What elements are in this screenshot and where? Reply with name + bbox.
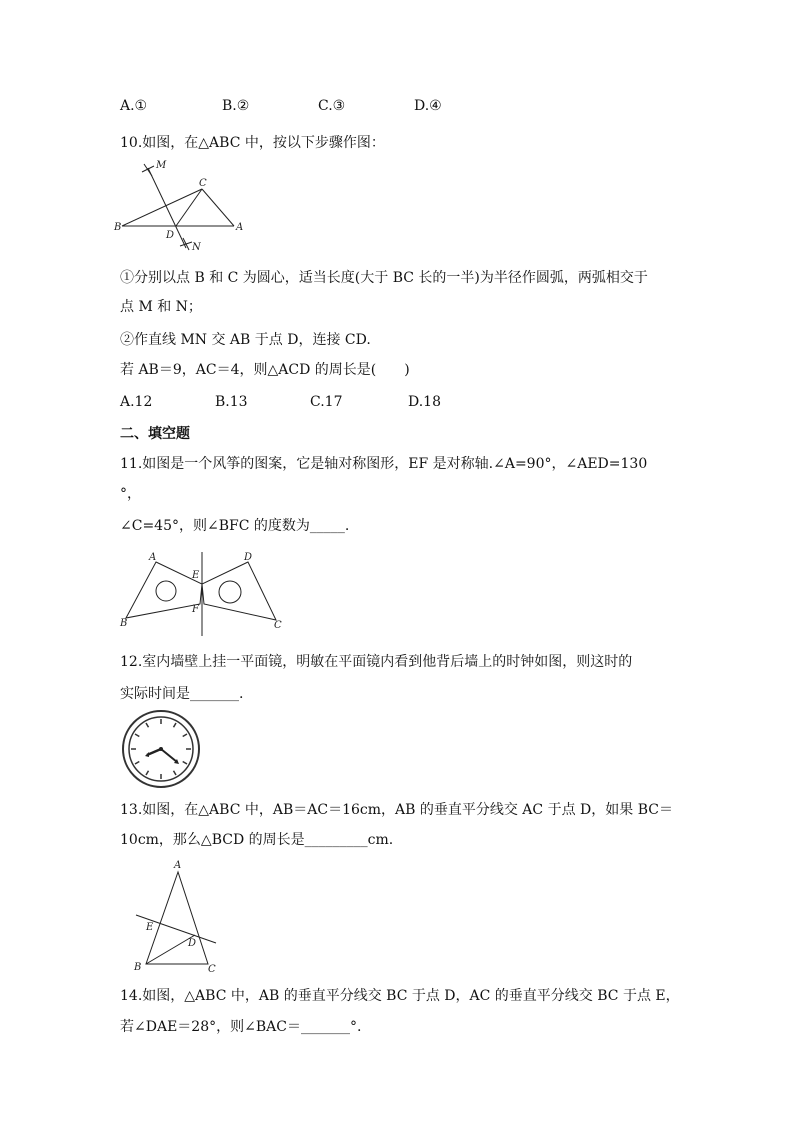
clock-minute-hand (161, 749, 177, 762)
q13-triangle-abc (146, 872, 208, 964)
q13-label-b: B (134, 962, 142, 973)
q12-line1: 12.室内墙壁上挂一平面镜，明敏在平面镜内看到他背后墙上的时钟如图，则这时的 (120, 654, 633, 670)
section2-title: 二、填空题 (120, 426, 190, 442)
clock-hour-hand-tip (145, 752, 149, 757)
q13-label-e: E (146, 922, 154, 933)
q10-step1-line2: 点 M 和 N； (120, 299, 202, 315)
q10-option-a: A.12 (120, 394, 153, 410)
q13-label-d: D (188, 938, 197, 949)
q11-kite-figure (116, 548, 292, 640)
q13-triangle-figure (128, 856, 228, 978)
q12-line2: 实际时间是_______. (120, 686, 244, 702)
clock-center-pin (159, 747, 163, 751)
q11-label-b: B (120, 618, 128, 629)
q13-line2: 10cm，那么△BCD 的周长是_________cm. (120, 832, 394, 848)
q10-label-n: N (192, 242, 201, 253)
q10-label-b: B (114, 222, 122, 233)
q10-label-c: C (199, 178, 207, 189)
q9-option-b: B.② (222, 98, 250, 114)
q11-right-circle (219, 581, 241, 603)
q9-option-d: D.④ (414, 98, 442, 114)
q14-line2: 若∠DAE＝28°，则∠BAC＝_______°. (120, 1019, 362, 1035)
q11-line2: °， (120, 486, 141, 502)
q10-segment-bc (122, 189, 202, 226)
q11-line3: ∠C=45°，则∠BFC 的度数为_____. (120, 518, 350, 534)
q11-label-e: E (192, 570, 200, 581)
q13-label-c: C (208, 964, 216, 975)
q11-right-quadrilateral (202, 562, 276, 620)
clock-hour-hand (147, 749, 161, 755)
q12-clock-figure (121, 709, 201, 789)
q11-label-d: D (244, 552, 253, 563)
q10-condition: 若 AB＝9，AC＝4，则△ACD 的周长是( ) (120, 362, 410, 378)
q14-line1: 14.如图，△ABC 中，AB 的垂直平分线交 BC 于点 D，AC 的垂直平分线交 BC 于点 E， (120, 988, 680, 1004)
q11-left-quadrilateral (126, 562, 202, 618)
q11-label-f: F (192, 604, 199, 615)
q10-segment-ca (202, 189, 234, 226)
q10-stem: 10.如图，在△ABC 中，按以下步骤作图： (120, 135, 385, 151)
q10-option-d: D.18 (408, 394, 441, 410)
q9-option-c: C.③ (318, 98, 346, 114)
q11-label-c: C (274, 620, 282, 631)
q10-step2: ②作直线 MN 交 AB 于点 D，连接 CD. (120, 332, 371, 348)
q13-line1: 13.如图，在△ABC 中，AB＝AC＝16cm，AB 的垂直平分线交 AC 于点 D，如果 BC＝ (120, 802, 673, 818)
q10-arc-mark-m1 (142, 166, 154, 172)
q10-step1-line1: ①分别以点 B 和 C 为圆心，适当长度(大于 BC 长的一半)为半径作圆弧，两弧相交于 (120, 270, 648, 286)
q13-label-a: A (174, 860, 182, 871)
q10-figure (112, 156, 252, 256)
q10-label-m: M (156, 160, 167, 171)
q10-option-b: B.13 (215, 394, 248, 410)
q10-label-d: D (166, 230, 175, 241)
q10-label-a: A (236, 222, 244, 233)
q11-line1: 11.如图是一个风筝的图案，它是轴对称图形，EF 是对称轴.∠A=90°，∠AED=130 (120, 456, 648, 472)
q11-left-circle (156, 581, 176, 601)
q11-label-a: A (149, 552, 157, 563)
q9-option-a: A.① (120, 98, 148, 114)
q10-option-c: C.17 (310, 394, 343, 410)
